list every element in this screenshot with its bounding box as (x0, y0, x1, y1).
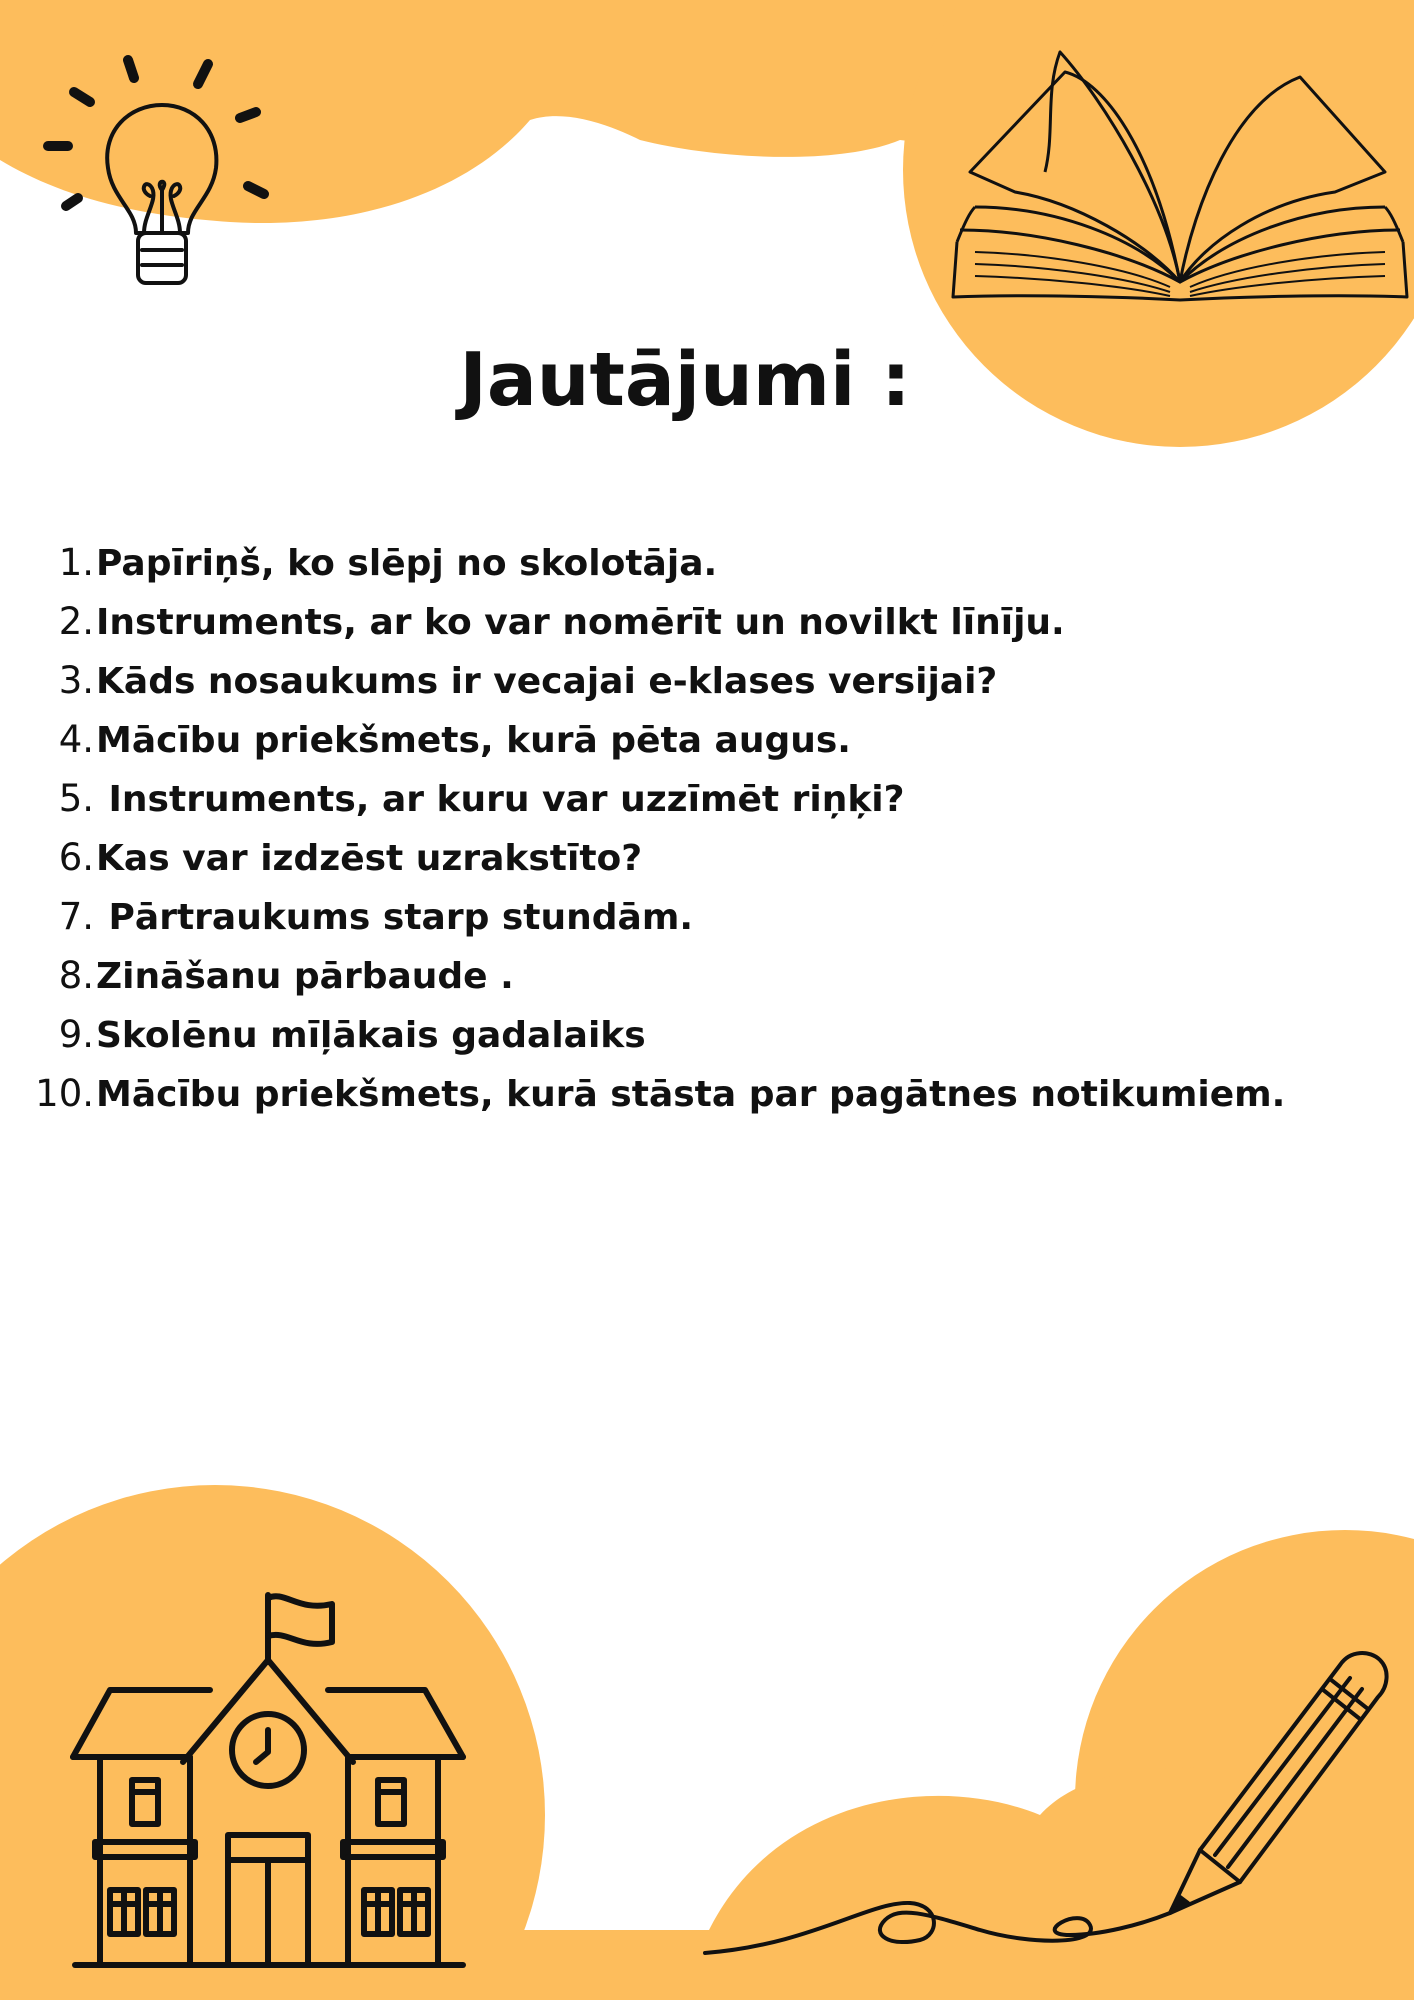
question-text: Papīriņš, ko slēpj no skolotāja. (96, 543, 718, 584)
pencil-icon (700, 1635, 1390, 1965)
question-text: Zināšanu pārbaude . (96, 956, 514, 997)
list-item (0, 651, 1285, 710)
question-text: Instruments, ar kuru var uzzīmēt riņķi? (96, 779, 905, 820)
item-number: 4. (58, 718, 94, 761)
item-number: 9. (58, 1013, 94, 1056)
question-text: Mācību priekšmets, kurā stāsta par pagātnes notikumiem. (96, 1074, 1286, 1115)
item-number: 10. (35, 1072, 94, 1115)
question-text: Skolēnu mīļākais gadalaiks (96, 1015, 646, 1056)
item-number: 6. (58, 836, 94, 879)
list-item (0, 1064, 1285, 1123)
list-item (0, 769, 1285, 828)
list-item (0, 946, 1285, 1005)
item-number: 8. (58, 954, 94, 997)
list-item (0, 710, 1285, 769)
question-text: Pārtraukums starp stundām. (96, 897, 694, 938)
list-item (0, 533, 1285, 592)
item-number: 1. (58, 541, 94, 584)
list-item (0, 1005, 1285, 1064)
question-text: Kas var izdzēst uzrakstīto? (96, 838, 643, 879)
item-number: 3. (58, 659, 94, 702)
list-item (0, 828, 1285, 887)
lightbulb-icon (40, 50, 280, 300)
question-list (0, 533, 1285, 1123)
list-item (0, 592, 1285, 651)
open-book-icon (945, 42, 1414, 312)
school-building-icon (70, 1590, 470, 1970)
list-item (0, 887, 1285, 946)
question-text: Kāds nosaukums ir vecajai e-klases versijai? (96, 661, 998, 702)
question-text: Instruments, ar ko var nomērīt un novilkt līnīju. (96, 602, 1065, 643)
item-number: 7. (58, 895, 94, 938)
item-number: 5. (58, 777, 94, 820)
question-text: Mācību priekšmets, kurā pēta augus. (96, 720, 851, 761)
page-title: Jautājumi : (459, 337, 911, 423)
item-number: 2. (58, 600, 94, 643)
